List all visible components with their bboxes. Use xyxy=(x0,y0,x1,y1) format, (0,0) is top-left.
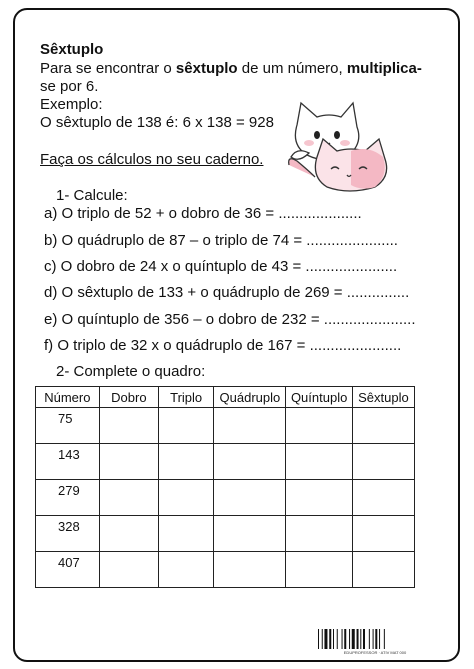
triplo-answer-cell xyxy=(158,444,213,480)
table-row xyxy=(36,408,415,444)
intro-text-c: de um número, xyxy=(237,60,347,77)
exercise-2-heading: 2- Complete o quadro: xyxy=(56,363,206,380)
header-sextuplo: Sêxtuplo xyxy=(352,387,414,408)
sextuplo-answer-cell xyxy=(352,552,414,588)
exercise-1-item-a: a) O triplo de 52 + o dobro de 36 = .................... xyxy=(44,205,362,222)
table-header-row xyxy=(36,387,415,408)
sextuplo-answer-cell xyxy=(352,408,414,444)
barcode-bar xyxy=(360,629,361,649)
barcode-bar xyxy=(369,629,370,649)
header-quintuplo: Quíntuplo xyxy=(286,387,352,408)
barcode-bar xyxy=(357,629,359,649)
exercise-1-item-c: c) O dobro de 24 x o quíntuplo de 43 = ...................... xyxy=(44,258,398,275)
intro-text-a: Para se encontrar o xyxy=(40,60,176,77)
row-number-cell: 143 xyxy=(36,444,100,480)
sextuplo-answer-cell xyxy=(352,444,414,480)
quintuplo-answer-cell xyxy=(286,408,352,444)
example-text: O sêxtuplo de 138 é: 6 x 138 = 928 xyxy=(40,114,274,131)
barcode-image xyxy=(318,629,432,649)
barcode-bar xyxy=(344,629,346,649)
exercise-1-heading: 1- Calcule: xyxy=(56,187,128,204)
dobro-answer-cell xyxy=(99,480,158,516)
intro-bold-sextuplo: sêxtuplo xyxy=(175,60,238,77)
barcode-bar xyxy=(349,629,350,649)
triplo-answer-cell xyxy=(158,480,213,516)
table-row xyxy=(36,480,415,516)
multiples-table xyxy=(35,386,415,588)
barcode-bar xyxy=(373,629,374,649)
barcode-bar xyxy=(342,629,343,649)
header-numero: Número xyxy=(36,387,100,408)
barcode-bar xyxy=(363,629,365,649)
barcode-text: EDUPROFESSOR · ATIV MAT 000 xyxy=(343,650,407,655)
cats-illustration xyxy=(287,95,395,193)
barcode-bar xyxy=(375,629,377,649)
exercise-1-item-e: e) O quíntuplo de 356 – o dobro de 232 = ...................... xyxy=(44,311,416,328)
triplo-answer-cell xyxy=(158,408,213,444)
quadruplo-answer-cell xyxy=(214,516,286,552)
dobro-answer-cell xyxy=(99,408,158,444)
worksheet-title: Sêxtuplo xyxy=(40,41,104,58)
header-dobro: Dobro xyxy=(99,387,158,408)
exercise-1-item-f: f) O triplo de 32 x o quádruplo de 167 = ...................... xyxy=(44,337,402,354)
quintuplo-answer-cell xyxy=(286,552,352,588)
quadruplo-answer-cell xyxy=(214,552,286,588)
barcode-bar xyxy=(379,629,380,649)
header-quadruplo: Quádruplo xyxy=(214,387,286,408)
barcode-bar xyxy=(384,629,385,649)
intro-line-1 xyxy=(40,60,422,77)
header-triplo: Triplo xyxy=(158,387,213,408)
instruction-text: Faça os cálculos no seu caderno. xyxy=(40,151,264,168)
dobro-answer-cell xyxy=(99,516,158,552)
sextuplo-answer-cell xyxy=(352,516,414,552)
intro-bold-multiplica: multiplica- xyxy=(346,60,422,77)
barcode-bar xyxy=(329,629,331,649)
row-number-cell: 328 xyxy=(36,516,100,552)
dobro-answer-cell xyxy=(99,444,158,480)
barcode-bar xyxy=(318,629,319,649)
sextuplo-answer-cell xyxy=(352,480,414,516)
quintuplo-answer-cell xyxy=(286,516,352,552)
triplo-answer-cell xyxy=(158,552,213,588)
row-number-cell: 279 xyxy=(36,480,100,516)
barcode-bar xyxy=(324,629,327,649)
quadruplo-answer-cell xyxy=(214,444,286,480)
table-row xyxy=(36,516,415,552)
quintuplo-answer-cell xyxy=(286,444,352,480)
triplo-answer-cell xyxy=(158,516,213,552)
exercise-1-item-d: d) O sêxtuplo de 133 + o quádruplo de 269 = ............... xyxy=(44,284,410,301)
dobro-answer-cell xyxy=(99,552,158,588)
table-row xyxy=(36,444,415,480)
quintuplo-answer-cell xyxy=(286,480,352,516)
barcode-bar xyxy=(333,629,334,649)
barcode-bar xyxy=(352,629,355,649)
exercise-1-item-b: b) O quádruplo de 87 – o triplo de 74 = ...................... xyxy=(44,232,398,249)
row-number-cell: 407 xyxy=(36,552,100,588)
row-number-cell: 75 xyxy=(36,408,100,444)
intro-line-2: se por 6. xyxy=(40,78,99,95)
quadruplo-answer-cell xyxy=(214,408,286,444)
quadruplo-answer-cell xyxy=(214,480,286,516)
table-row xyxy=(36,552,415,588)
example-label: Exemplo: xyxy=(40,96,103,113)
barcode-bar xyxy=(322,629,323,649)
barcode-bar xyxy=(337,629,338,649)
